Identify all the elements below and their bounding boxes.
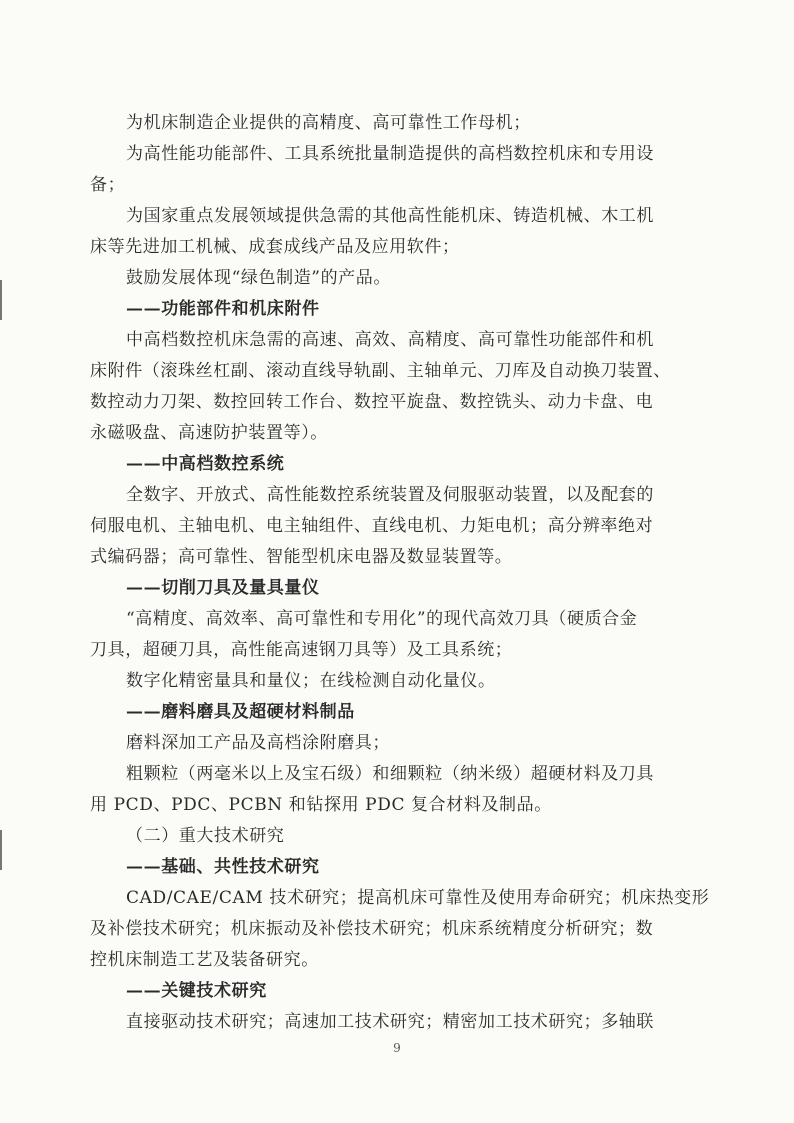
text-line: 伺服电机、主轴电机、电主轴组件、直线电机、力矩电机；高分辨率绝对 [90,516,654,536]
text-line: 粗颗粒（两毫米以上及宝石级）和细颗粒（纳米级）超硬材料及刀具 [126,764,654,784]
text-line: 磨料深加工产品及高档涂附磨具； [126,733,390,753]
text-line: 数字化精密量具和量仪；在线检测自动化量仪。 [126,671,496,691]
section-heading: ——磨料磨具及超硬材料制品 [126,702,355,722]
text-line: CAD/CAE/CAM 技术研究；提高机床可靠性及使用寿命研究；机床热变形 [126,888,710,908]
text-line: 床等先进加工机械、成套成线产品及应用软件； [90,237,460,257]
text-line: 备； [90,175,126,195]
scan-edge-mark [0,830,2,870]
text-line: 用 PCD、PDC、PCBN 和钻探用 PDC 复合材料及制品。 [90,795,552,815]
body-text [90,108,710,1038]
text-line: 式编码器；高可靠性、智能型机床电器及数显装置等。 [90,547,513,567]
section-heading: ——中高档数控系统 [126,454,285,474]
text-line: 鼓励发展体现“绿色制造”的产品。 [126,268,391,288]
section-heading: ——关键技术研究 [126,981,267,1001]
text-line: 床附件（滚珠丝杠副、滚动直线导轨副、主轴单元、刀库及自动换刀装置、 [90,361,671,381]
text-line: 及补偿技术研究；机床振动及补偿技术研究；机床系统精度分析研究；数 [90,919,654,939]
section-heading: ——切削刀具及量具量仪 [126,578,320,598]
section-heading: ——功能部件和机床附件 [126,299,320,319]
page-number: 9 [393,1041,401,1055]
text-line: 直接驱动技术研究；高速加工技术研究；精密加工技术研究；多轴联 [126,1012,654,1032]
text-line: 数控动力刀架、数控回转工作台、数控平旋盘、数控铣头、动力卡盘、电 [90,392,654,412]
scan-edge-mark [0,280,2,320]
text-line: 全数字、开放式、高性能数控系统装置及伺服驱动装置，以及配套的 [126,485,654,505]
text-line: 为国家重点发展领域提供急需的其他高性能机床、铸造机械、木工机 [126,206,654,226]
text-line: （二）重大技术研究 [126,826,285,846]
section-heading: ——基础、共性技术研究 [126,857,320,877]
text-line: 为高性能功能部件、工具系统批量制造提供的高档数控机床和专用设 [126,144,654,164]
text-line: 刀具，超硬刀具，高性能高速钢刀具等）及工具系统； [90,640,513,660]
text-line: 为机床制造企业提供的高精度、高可靠性工作母机； [126,113,531,133]
text-line: 中高档数控机床急需的高速、高效、高精度、高可靠性功能部件和机 [126,330,654,350]
text-line: 控机床制造工艺及装备研究。 [90,950,319,970]
text-line: “高精度、高效率、高可靠性和专用化”的现代高效刀具（硬质合金 [126,609,638,629]
text-line: 永磁吸盘、高速防护装置等）。 [90,423,328,443]
